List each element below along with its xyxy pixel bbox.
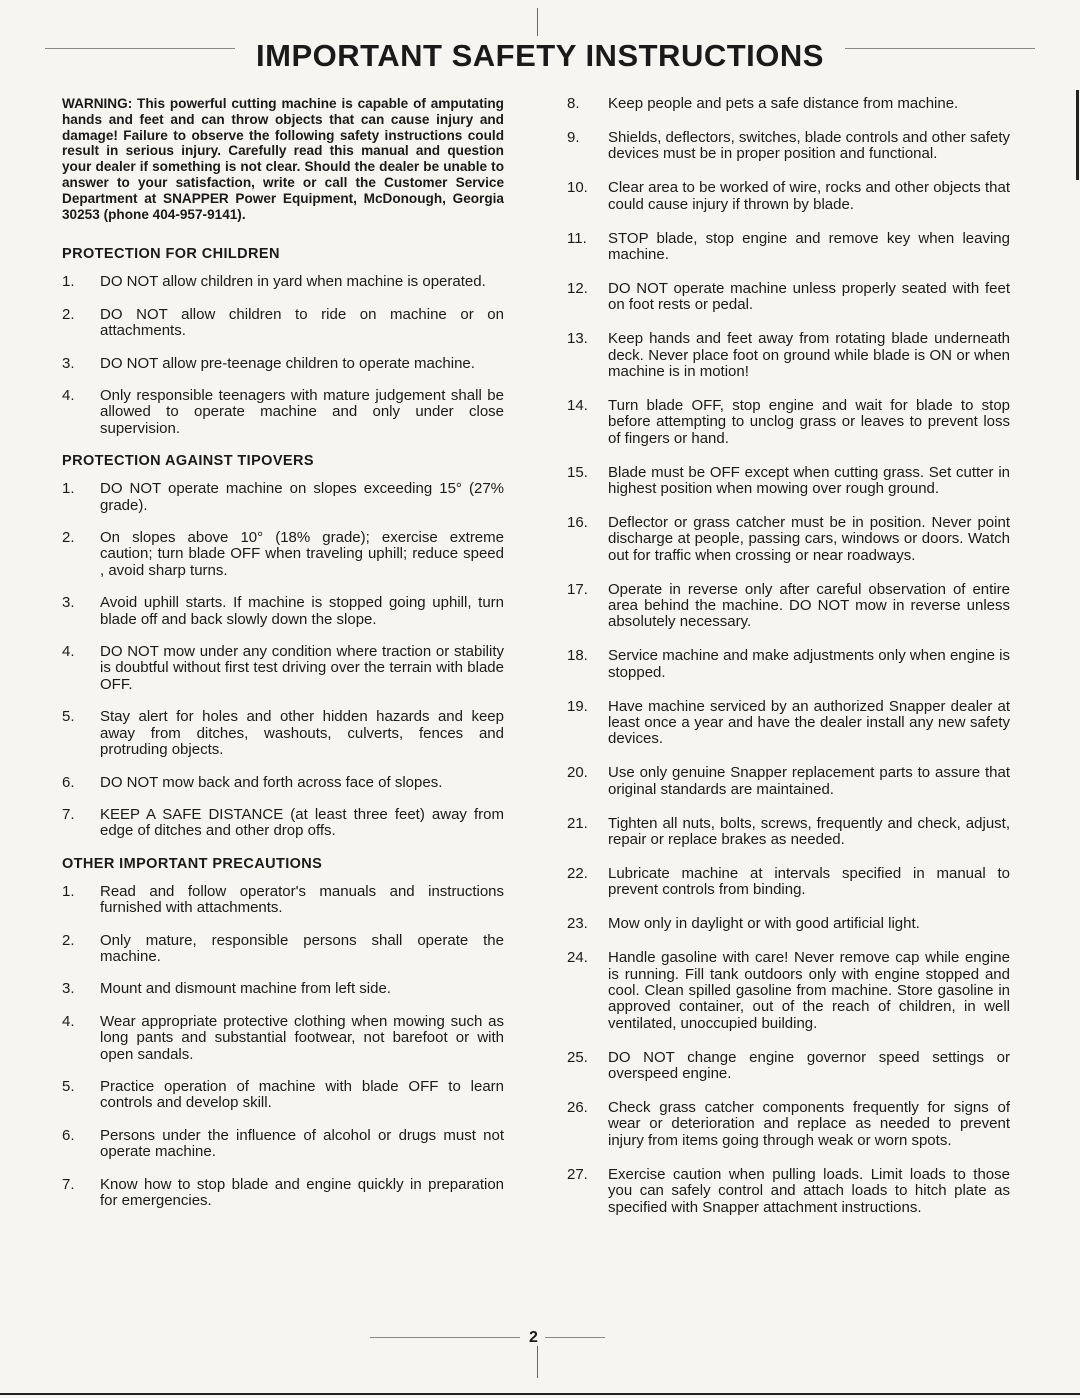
item-number: 18. [567,647,588,665]
list-item [62,274,504,290]
item-text: Have machine serviced by an authorized Snapper dealer at least once a year and have the dealer install any new safety devices. [608,697,1010,748]
list-item [62,1079,504,1112]
right-column [567,96,1010,1234]
item-text: DO NOT mow under any condition where traction or stability is doubtful without first test driving over the terrain with blade OFF. [100,643,504,693]
item-number: 2. [62,529,75,547]
list-item [567,465,1010,498]
item-number: 14. [567,396,588,414]
item-text: STOP blade, stop engine and remove key when leaving machine. [608,229,1010,263]
item-text: Shields, deflectors, switches, blade controls and other safety devices must be in proper position and functional. [608,128,1010,163]
list-item [62,709,504,758]
item-text: Persons under the influence of alcohol or drugs must not operate machine. [100,1126,504,1161]
item-number: 23. [567,915,588,933]
item-number: 10. [567,179,588,197]
tipovers-list [62,481,504,840]
item-text: Tighten all nuts, bolts, screws, frequently and check, adjust, repair or replace brakes as needed. [608,814,1010,849]
item-number: 19. [567,697,588,715]
item-number: 2. [62,305,75,323]
list-item [62,530,504,579]
item-number: 27. [567,1165,588,1183]
item-text: Lubricate machine at intervals specified in manual to prevent controls from binding. [608,865,1010,899]
item-number: 6. [62,773,75,791]
heading-precautions: OTHER IMPORTANT PRECAUTIONS [62,855,323,872]
item-number: 4. [62,643,75,661]
bottom-rule-left [370,1337,520,1338]
item-number: 1. [62,480,75,498]
list-item [62,807,504,840]
list-item [567,180,1010,213]
list-item [567,699,1010,748]
list-item [567,1050,1010,1083]
list-item [62,1128,504,1161]
item-text: DO NOT allow children in yard when machine is operated. [100,273,486,291]
list-item [567,950,1010,1032]
item-number: 16. [567,513,588,531]
item-number: 21. [567,814,588,832]
item-number: 9. [567,128,580,146]
warning-paragraph: WARNING: This powerful cutting machine is capable of amputating hands and feet and can throw objects that can cause injury and damage! Failure to observe the following safety instructions could result in serious injury. Carefully read this manual and question your dealer if something is not clear. Should the dealer be unable to answer to your satisfaction, write or call the Customer Service Department at SNAPPER Power Equipment, McDonough, Georgia 30253 (phone 404-957-9141). [62,96,504,222]
heading-tipovers: PROTECTION AGAINST TIPOVERS [62,453,314,470]
item-text: Keep hands and feet away from rotating blade underneath deck. Never place foot on ground while blade is ON or when machine is in motion! [608,330,1010,380]
item-text: Exercise caution when pulling loads. Limit loads to those you can safely control and attach loads to hitch plate as specified with Snapper attachment instructions. [608,1165,1010,1216]
item-number: 20. [567,764,588,782]
list-item [567,582,1010,631]
list-item [62,481,504,514]
item-number: 25. [567,1048,588,1066]
list-item [62,933,504,966]
list-item [567,765,1010,798]
item-number: 12. [567,279,588,297]
item-number: 13. [567,330,588,348]
item-text: Check grass catcher components frequently for signs of wear or deterioration and replace as needed to prevent injury from items going through weak or worn spots. [608,1099,1010,1149]
item-text: Practice operation of machine with blade OFF to learn controls and develop skill. [100,1077,504,1112]
list-item [567,398,1010,447]
item-text: DO NOT mow back and forth across face of slopes. [100,773,443,791]
continued-list [567,96,1010,1216]
item-number: 22. [567,865,588,882]
item-text: Only mature, responsible persons shall operate the machine. [100,931,504,965]
item-text: Read and follow operator's manuals and instructions furnished with attachments. [100,882,504,917]
item-text: Clear area to be worked of wire, rocks and other objects that could cause injury if thrown by blade. [608,179,1010,213]
item-number: 24. [567,949,588,967]
item-text: DO NOT operate machine on slopes exceeding 15° (27% grade). [100,480,504,514]
list-item [567,1100,1010,1149]
item-text: Stay alert for holes and other hidden hazards and keep away from ditches, washouts, culverts, fences and protruding objects. [100,708,504,759]
item-text: On slopes above 10° (18% grade); exercise extreme caution; turn blade OFF when traveling uphill; reduce speed , avoid sharp turns. [100,529,504,579]
list-item [567,281,1010,314]
item-number: 5. [62,1077,75,1095]
item-text: DO NOT allow children to ride on machine or on attachments. [100,305,504,340]
scan-edge-bottom [0,1393,1080,1395]
item-text: Avoid uphill starts. If machine is stopped going uphill, turn blade off and back slowly down the slope. [100,594,504,628]
item-number: 4. [62,387,75,404]
item-text: Keep people and pets a safe distance from machine. [608,95,959,112]
list-item [62,644,504,693]
item-text: DO NOT change engine governor speed settings or overspeed engine. [608,1048,1010,1083]
top-center-tick [537,8,538,36]
children-list [62,274,504,437]
item-text: Only responsible teenagers with mature judgement shall be allowed to operate machine and only under close supervision. [100,387,504,437]
item-text: Service machine and make adjustments only when engine is stopped. [608,647,1010,681]
item-text: Operate in reverse only after careful observation of entire area behind the machine. DO NOT mow in reverse unless absolutely necessary. [608,580,1010,631]
left-column [62,96,504,1225]
list-item [62,775,504,791]
item-text: Mount and dismount machine from left side. [100,980,391,998]
item-number: 17. [567,580,588,598]
item-number: 7. [62,805,75,823]
list-item [567,515,1010,564]
item-text: Use only genuine Snapper replacement parts to assure that original standards are maintained. [608,764,1010,798]
list-item [567,1167,1010,1216]
item-text: DO NOT operate machine unless properly seated with feet on foot rests or pedal. [608,279,1010,314]
list-item [567,331,1010,380]
list-item [62,307,504,340]
item-number: 7. [62,1175,75,1193]
heading-children: PROTECTION FOR CHILDREN [62,246,280,263]
item-text: Know how to stop blade and engine quickly in preparation for emergencies. [100,1175,504,1209]
list-item [62,595,504,628]
bottom-rule-right [545,1337,605,1338]
list-item [62,388,504,437]
item-number: 1. [62,882,75,900]
item-number: 15. [567,463,588,481]
scan-edge-right [1076,90,1079,180]
item-text: Turn blade OFF, stop engine and wait for blade to stop before attempting to unclog grass or leaves to prevent loss of fingers or hand. [608,396,1010,447]
list-item [567,130,1010,163]
item-text: DO NOT allow pre-teenage children to operate machine. [100,354,475,372]
item-number: 8. [567,95,580,112]
bottom-center-tick [537,1346,538,1378]
item-text: Handle gasoline with care! Never remove cap while engine is running. Fill tank outdoors only with engine stopped and cool. Clean spilled gasoline from machine. Store gasoline in approved container, out of the reach of children, in well ventilated, unoccupied building. [608,949,1010,1032]
item-number: 11. [567,229,587,247]
item-number: 3. [62,980,75,998]
item-number: 2. [62,931,75,949]
item-number: 4. [62,1012,75,1030]
list-item [567,916,1010,932]
list-item [567,231,1010,264]
item-number: 26. [567,1099,588,1117]
list-item [567,96,1010,112]
list-item [567,866,1010,899]
list-item [62,1177,504,1210]
page-number: 2 [529,1329,538,1346]
item-text: Blade must be OFF except when cutting grass. Set cutter in highest position when mowing over rough ground. [608,463,1010,497]
list-item [62,1014,504,1063]
list-item [567,816,1010,849]
item-number: 3. [62,354,75,372]
item-text: Deflector or grass catcher must be in position. Never point discharge at people, passing cars, windows or doors. Watch out for traffic when crossing or near roadways. [608,513,1010,564]
page-title: IMPORTANT SAFETY INSTRUCTIONS [256,38,824,73]
item-number: 3. [62,594,75,612]
list-item [62,884,504,917]
item-text: Wear appropriate protective clothing when mowing such as long pants and substantial footwear, not barefoot or with open sandals. [100,1012,504,1063]
item-number: 5. [62,708,75,726]
item-text: KEEP A SAFE DISTANCE (at least three feet) away from edge of ditches and other drop offs. [100,805,504,840]
item-number: 6. [62,1126,75,1144]
list-item [62,981,504,997]
list-item [62,356,504,372]
precautions-list [62,884,504,1210]
list-item [567,648,1010,681]
item-number: 1. [62,273,75,291]
item-text: Mow only in daylight or with good artificial light. [608,915,920,933]
